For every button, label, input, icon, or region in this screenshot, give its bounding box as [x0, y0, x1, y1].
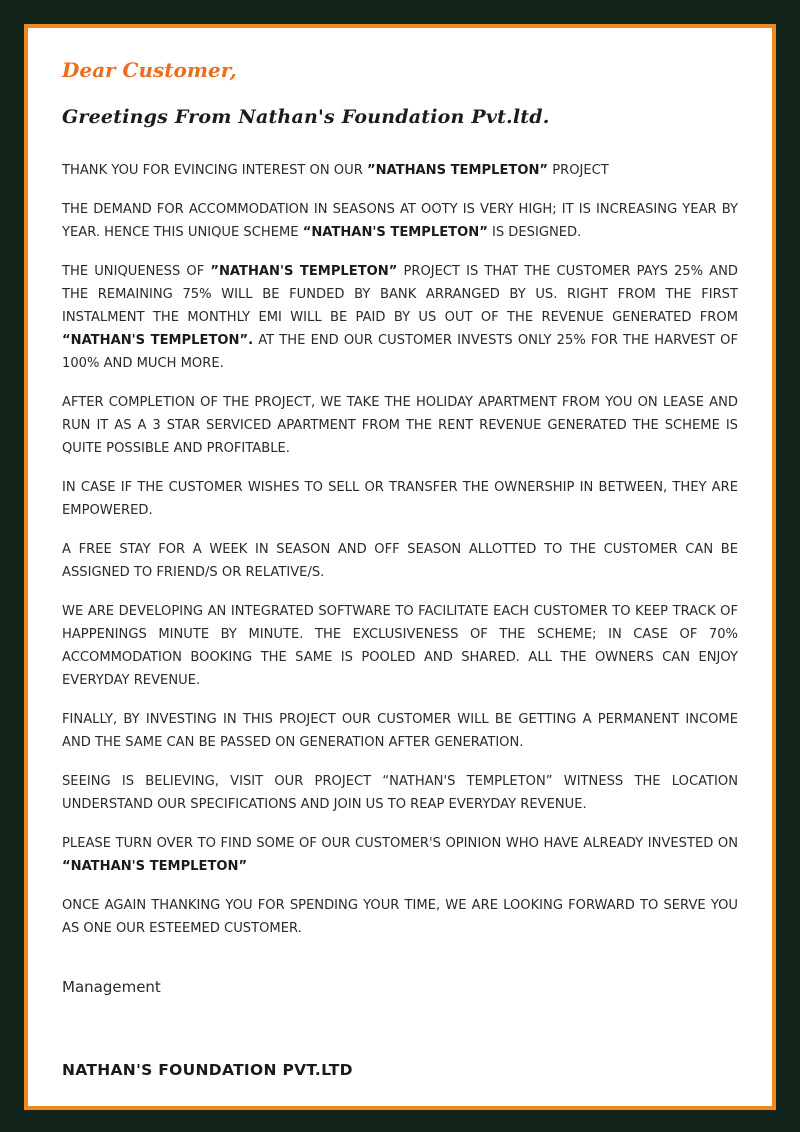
paragraph-demand: [62, 198, 738, 244]
signoff: Management: [62, 978, 161, 996]
paragraph-text: THANK YOU FOR EVINCING INTEREST ON OUR: [62, 163, 367, 178]
paragraph-text: PROJECT IS THAT THE CUSTOMER PAYS 25% AND THE REMAINING 75% WILL BE FUNDED BY BANK ARRANGED BY US. RIGHT FROM THE FIRST INSTALMENT THE MONTHLY EMI WILL BE PAID BY US OUT OF THE REVENUE GENERATED FROM: [62, 264, 739, 325]
paragraph-text: THE DEMAND FOR ACCOMMODATION IN SEASONS AT OOTY IS VERY HIGH; IT IS INCREASING YEAR BY YEAR. HENCE THIS UNIQUE SCHEME: [62, 202, 738, 240]
project-name: “NATHAN'S TEMPLETON”: [62, 859, 248, 874]
paragraph-opinions: [62, 832, 738, 878]
paragraph-thank-you: [62, 159, 738, 182]
paragraph-text: IS DESIGNED.: [487, 225, 582, 240]
project-name: “NATHAN'S TEMPLETON”: [302, 225, 488, 240]
company-name: NATHAN'S FOUNDATION PVT.LTD: [62, 1061, 353, 1079]
paragraph-lease: AFTER COMPLETION OF THE PROJECT, WE TAKE THE HOLIDAY APARTMENT FROM YOU ON LEASE AND RUN IT AS A 3 STAR SERVICED APARTMENT FROM THE RENT REVENUE GENERATED THE SCHEME IS QUITE POSSIBLE AND PROFITABLE.: [62, 395, 738, 456]
paragraph-free-stay: A FREE STAY FOR A WEEK IN SEASON AND OFF SEASON ALLOTTED TO THE CUSTOMER CAN BE ASSIGNED TO FRIEND/S OR RELATIVE/S.: [62, 542, 738, 580]
paragraph-text: PROJECT: [548, 163, 609, 178]
paragraph-software: WE ARE DEVELOPING AN INTEGRATED SOFTWARE TO FACILITATE EACH CUSTOMER TO KEEP TRACK OF HAPPENINGS MINUTE BY MINUTE. THE EXCLUSIVENESS OF THE SCHEME; IN CASE OF 70% ACCOMMODATION BOOKING THE SAME IS POOLED AND SHARED. ALL THE OWNERS CAN ENJOY EVERYDAY REVENUE.: [62, 604, 738, 688]
paragraph-text: AT THE END OUR CUSTOMER INVESTS ONLY 25% FOR THE HARVEST OF 100% AND MUCH MORE.: [62, 333, 738, 371]
paragraph-text: THE UNIQUENESS OF: [62, 264, 211, 279]
project-name: ”NATHAN'S TEMPLETON”: [210, 264, 398, 279]
salutation: Dear Customer,: [62, 58, 237, 82]
paragraph-visit: SEEING IS BELIEVING, VISIT OUR PROJECT “NATHAN'S TEMPLETON” WITNESS THE LOCATION UNDERSTAND OUR SPECIFICATIONS AND JOIN US TO REAP EVERYDAY REVENUE.: [62, 774, 738, 812]
paragraph-closing: ONCE AGAIN THANKING YOU FOR SPENDING YOUR TIME, WE ARE LOOKING FORWARD TO SERVE YOU AS ONE OUR ESTEEMED CUSTOMER.: [62, 898, 738, 936]
letter-sheet: [24, 24, 776, 1110]
letter-body: [62, 159, 738, 956]
paragraph-text: PLEASE TURN OVER TO FIND SOME OF OUR CUSTOMER'S OPINION WHO HAVE ALREADY INVESTED ON: [62, 836, 738, 851]
paragraph-transfer: IN CASE IF THE CUSTOMER WISHES TO SELL OR TRANSFER THE OWNERSHIP IN BETWEEN, THEY ARE EMPOWERED.: [62, 480, 738, 518]
greeting-line: Greetings From Nathan's Foundation Pvt.ltd.: [62, 106, 550, 128]
paragraph-income: FINALLY, BY INVESTING IN THIS PROJECT OUR CUSTOMER WILL BE GETTING A PERMANENT INCOME AND THE SAME CAN BE PASSED ON GENERATION AFTER GENERATION.: [62, 712, 738, 750]
project-name: ”NATHANS TEMPLETON”: [366, 163, 549, 178]
paragraph-uniqueness: [62, 260, 738, 375]
project-name: “NATHAN'S TEMPLETON”.: [62, 333, 254, 348]
